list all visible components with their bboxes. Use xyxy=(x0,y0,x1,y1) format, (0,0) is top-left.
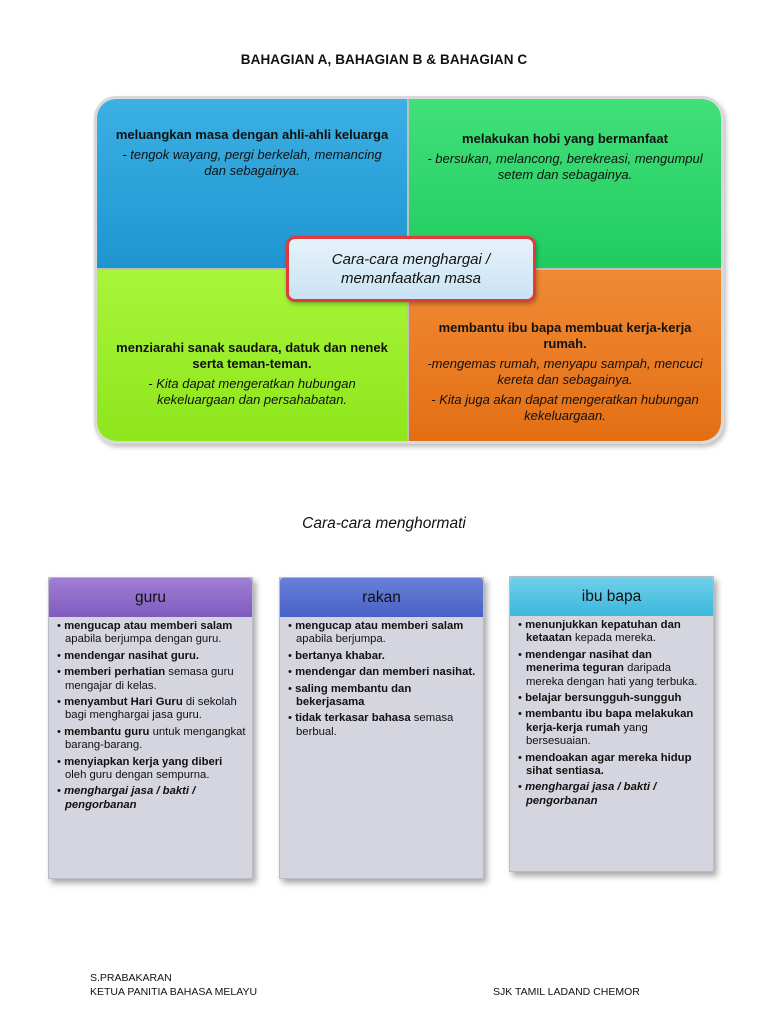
quadrant-heading: meluangkan masa dengan ahli-ahli keluarga xyxy=(115,127,389,142)
page-title: BAHAGIAN A, BAHAGIAN B & BAHAGIAN C xyxy=(240,52,528,67)
card-title: rakan xyxy=(280,578,483,617)
list-item: • membantu ibu bapa melakukan kerja-kerja rumah yang bersesuaian. xyxy=(518,708,707,748)
list-item: • menghargai jasa / bakti / pengorbanan xyxy=(57,785,246,812)
footer-author xyxy=(90,971,257,999)
footer-school: SJK TAMIL LADAND CHEMOR xyxy=(493,986,640,998)
diagram-center-box xyxy=(286,236,536,302)
list-item: • mengucap atau memberi salam apabila berjumpa dengan guru. xyxy=(57,620,246,647)
center-line-2: memanfaatkan masa xyxy=(340,270,482,287)
card-list xyxy=(518,619,707,811)
quadrant-text: - tengok wayang, pergi berkelah, memancing dan sebagainya. xyxy=(122,147,382,178)
list-item: • menghargai jasa / bakti / pengorbanan xyxy=(518,781,707,808)
list-item: • membantu guru untuk mengangkat barang-barang. xyxy=(57,726,246,753)
list-item: • saling membantu dan bekerjasama xyxy=(288,683,477,710)
center-line-1: Cara-cara menghargai / xyxy=(331,251,491,268)
list-item: • mendengar nasihat guru. xyxy=(57,650,246,663)
card-title: ibu bapa xyxy=(510,577,713,616)
section-title: Cara-cara menghormati xyxy=(302,515,466,532)
card-title: guru xyxy=(49,578,252,617)
list-item: • mendengar nasihat dan menerima teguran daripada mereka dengan hati yang terbuka. xyxy=(518,649,707,689)
quadrant-text: - Kita juga akan dapat mengeratkan hubungan kekeluargaan. xyxy=(431,392,699,423)
author-role: KETUA PANITIA BAHASA MELAYU xyxy=(90,986,258,998)
list-item: • menyambut Hari Guru di sekolah bagi menghargai jasa guru. xyxy=(57,696,246,723)
list-item: • tidak terkasar bahasa semasa berbual. xyxy=(288,712,477,739)
quadrant-text: -mengemas rumah, menyapu sampah, mencuci kereta dan sebagainya. xyxy=(427,356,703,387)
list-item: • belajar bersungguh-sungguh xyxy=(518,692,707,705)
card-list xyxy=(288,620,477,742)
list-item: • bertanya khabar. xyxy=(288,650,477,663)
quadrant-heading: melakukan hobi yang bermanfaat xyxy=(462,131,668,146)
list-item: • mendoakan agar mereka hidup sihat sentiasa. xyxy=(518,752,707,779)
card-rakan xyxy=(279,577,484,879)
card-guru xyxy=(48,577,253,879)
card-ibu-bapa xyxy=(509,576,714,872)
card-list xyxy=(57,620,246,815)
list-item: • mendengar dan memberi nasihat. xyxy=(288,666,477,679)
quadrant-text: - bersukan, melancong, berekreasi, mengumpul setem dan sebagainya. xyxy=(427,151,703,182)
quadrant-heading: menziarahi sanak saudara, datuk dan nenek serta teman-teman. xyxy=(116,340,388,371)
list-item: • menyiapkan kerja yang diberi oleh guru dengan sempurna. xyxy=(57,756,246,783)
list-item: • menunjukkan kepatuhan dan ketaatan kepada mereka. xyxy=(518,619,707,646)
author-name: S.PRABAKARAN xyxy=(90,972,172,984)
quadrant-heading: membantu ibu bapa membuat kerja-kerja rumah. xyxy=(438,320,692,351)
quadrant-text: - Kita dapat mengeratkan hubungan kekeluargaan dan persahabatan. xyxy=(148,376,356,407)
list-item: • memberi perhatian semasa guru mengajar di kelas. xyxy=(57,666,246,693)
list-item: • mengucap atau memberi salam apabila berjumpa. xyxy=(288,620,477,647)
